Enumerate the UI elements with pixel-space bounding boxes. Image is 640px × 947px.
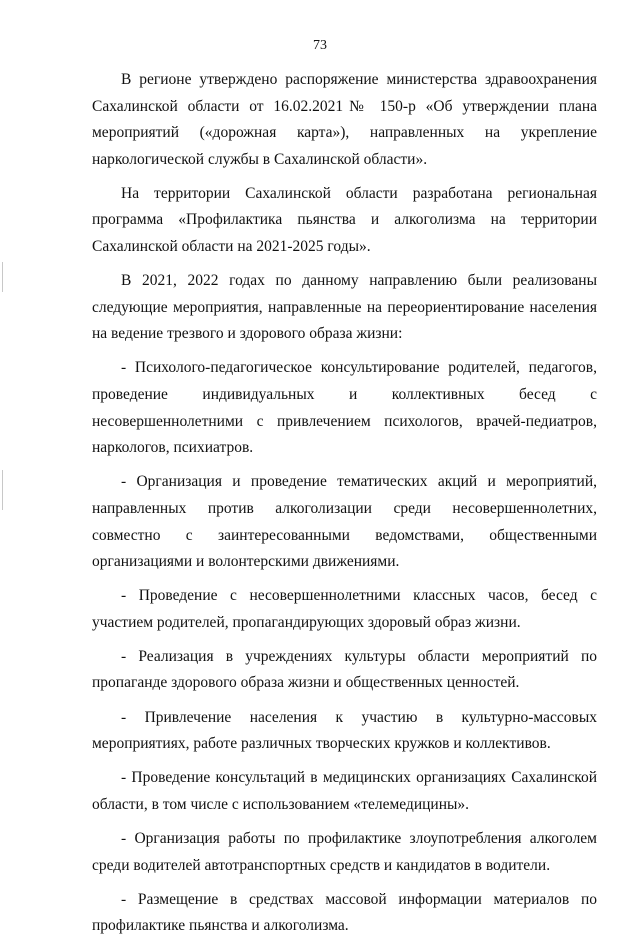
- scan-edge-mark: [2, 262, 3, 292]
- list-item-culture-events: - Реализация в учреждениях культуры области мероприятий по пропаганде здорового образа жизни и общественных ценностей.: [92, 647, 597, 692]
- list-item-media-publications: - Размещение в средствах массовой информации материалов по профилактике пьянства и алкоголизма.: [92, 890, 597, 935]
- list-item-psychological-counseling: - Психолого-педагогическое консультирование родителей, педагогов, проведение индивидуальных и коллективных бесед с несовершеннолетними с привлечением психологов, врачей-педиатров, наркологов, психиатров.: [92, 359, 597, 457]
- document-body: [92, 67, 597, 947]
- scan-edge-mark: [2, 470, 3, 510]
- paragraph-decree: В регионе утверждено распоряжение министерства здравоохранения Сахалинской области от 16.02.2021№ 150-р «Об утверждении плана мероприятий («дорожная карта»), направленных на укрепление наркологической службы в Сахалинской области».: [92, 71, 597, 168]
- list-item-driver-prevention: - Организация работы по профилактике злоупотребления алкоголем среди водителей автотранспортных средств и кандидатов в водители.: [92, 829, 597, 874]
- list-item-thematic-actions: - Организация и проведение тематических акций и мероприятий, направленных против алкоголизации среди несовершеннолетних, совместно с заинтересованными ведомствами, общественными организациями и волонтерскими движениями.: [92, 473, 597, 571]
- list-item-medical-consultations: - Проведение консультаций в медицинских организациях Сахалинской области, в том числе с использованием «телемедицины».: [92, 769, 597, 813]
- list-item-mass-culture-involvement: - Привлечение населения к участию в культурно-массовых мероприятиях, работе различных творческих кружков и коллективов.: [92, 708, 597, 753]
- page-number: 73: [313, 38, 327, 53]
- paragraph-measures-intro: В 2021, 2022 годах по данному направлению были реализованы следующие мероприятия, направленные на переориентирование населения на ведение трезвого и здорового образа жизни:: [92, 272, 597, 343]
- paragraph-regional-program: На территории Сахалинской области разработана региональная программа «Профилактика пьянства и алкоголизма на территории Сахалинской области на 2021-2025 годы».: [92, 184, 597, 256]
- list-item-class-hours: - Проведение с несовершеннолетними классных часов, бесед с участием родителей, пропагандирующих здоровый образ жизни.: [92, 587, 597, 631]
